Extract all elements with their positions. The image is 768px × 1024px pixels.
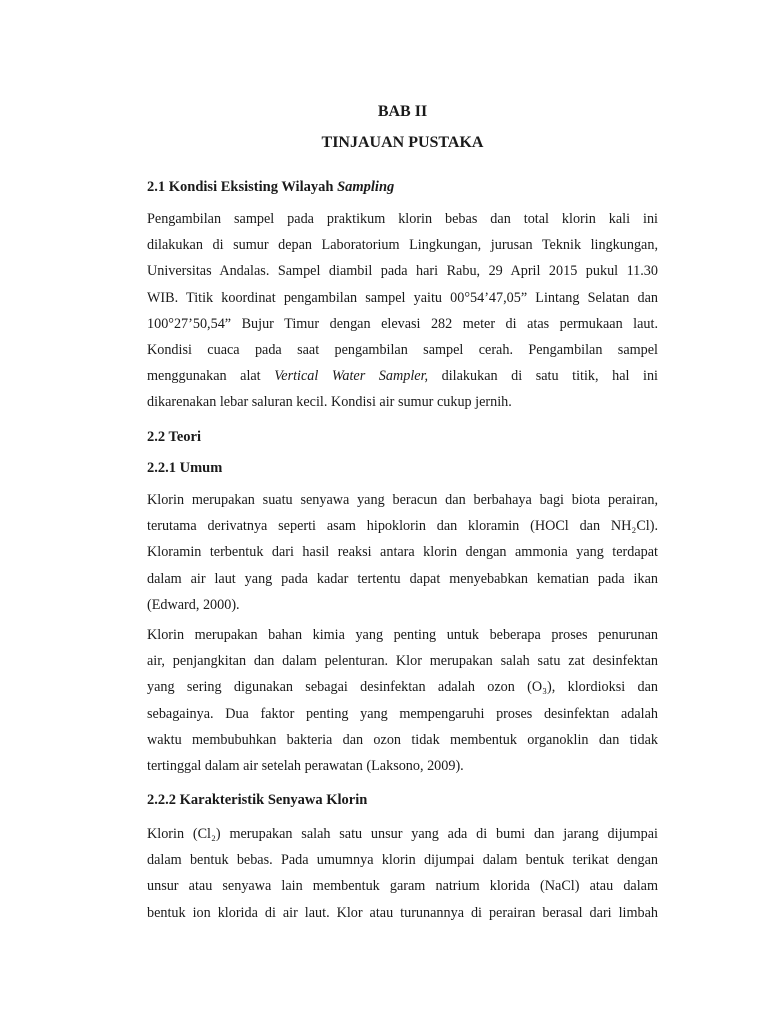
paragraph-line: dalam bentuk bebas. Pada umumnya klorin dijumpai dalam bentuk terikat dengan	[147, 852, 658, 869]
paragraph-line: waktu membubuhkan bakteria dan ozon tidak membentuk organoklin dan tidak	[147, 731, 658, 748]
section-2-2-1-paragraph-2	[147, 622, 658, 779]
paragraph-line: Klorin (Cl₂) merupakan salah satu unsur yang ada di bumi dan jarang dijumpai	[147, 826, 658, 842]
section-2-1-paragraph	[147, 206, 658, 416]
paragraph-line: tertinggal dalam air setelah perawatan (Laksono, 2009).	[147, 757, 464, 774]
paragraph-line: Klorin merupakan bahan kimia yang penting untuk beberapa proses penurunan	[147, 627, 658, 643]
paragraph-line: terutama derivatnya seperti asam hipoklorin dan kloramin (HOCl dan NH₂Cl).	[147, 518, 658, 535]
paragraph-line: (Edward, 2000).	[147, 596, 240, 613]
paragraph-line: Kloramin terbentuk dari hasil reaksi antara klorin dengan ammonia yang terdapat	[147, 544, 658, 561]
paragraph-line: dalam air laut yang pada kadar tertentu dapat menyebabkan kematian pada ikan	[147, 570, 658, 587]
paragraph-line: dikarenakan lebar saluran kecil. Kondisi air sumur cukup jernih.	[147, 394, 512, 411]
section-2-2-2-paragraph	[147, 821, 658, 926]
paragraph-line: Universitas Andalas. Sampel diambil pada hari Rabu, 29 April 2015 pukul 11.30	[147, 263, 658, 280]
paragraph-line	[147, 363, 658, 389]
chapter-number: BAB II	[377, 103, 428, 120]
paragraph-line: Kondisi cuaca pada saat pengambilan sampel cerah. Pengambilan sampel	[147, 341, 658, 358]
paragraph-line: Pengambilan sampel pada praktikum klorin bebas dan total klorin kali ini	[147, 211, 658, 227]
section-2-2-2-heading: 2.2.2 Karakteristik Senyawa Klorin	[147, 792, 368, 808]
section-2-2-1-paragraph-1	[147, 487, 658, 618]
section-2-1-heading-italic: Sampling	[337, 179, 395, 195]
section-2-2-heading: 2.2 Teori	[147, 429, 201, 445]
line-text: dilakukan di satu titik, hal ini	[428, 368, 658, 385]
section-2-2-1-heading: 2.2.1 Umum	[147, 460, 223, 476]
paragraph-line: 100°27’50,54” Bujur Timur dengan elevasi 282 meter di atas permukaan laut.	[147, 315, 658, 332]
paragraph-line: yang sering digunakan sebagai desinfektan adalah ozon (O₃), klordioksi dan	[147, 679, 658, 696]
section-2-1-heading	[147, 179, 394, 196]
paragraph-line: unsur atau senyawa lain membentuk garam natrium klorida (NaCl) atau dalam	[147, 878, 658, 895]
paragraph-line: WIB. Titik koordinat pengambilan sampel yaitu 00°54’47,05” Lintang Selatan dan	[147, 289, 658, 306]
paragraph-line: air, penjangkitan dan dalam pelenturan. Klor merupakan salah satu zat desinfektan	[147, 653, 658, 670]
section-2-1-heading-text: 2.1 Kondisi Eksisting Wilayah	[147, 179, 338, 195]
paragraph-line: Klorin merupakan suatu senyawa yang beracun dan berbahaya bagi biota perairan,	[147, 492, 658, 508]
paragraph-line: dilakukan di sumur depan Laboratorium Lingkungan, jurusan Teknik lingkungan,	[147, 237, 658, 254]
line-text: menggunakan alat	[147, 368, 275, 385]
paragraph-line: bentuk ion klorida di air laut. Klor atau turunannya di perairan berasal dari limbah	[147, 904, 658, 921]
line-italic-text: Vertical Water Sampler,	[274, 368, 429, 385]
chapter-title: TINJAUAN PUSTAKA	[321, 134, 484, 151]
paragraph-line: sebagainya. Dua faktor penting yang mempengaruhi proses desinfektan adalah	[147, 705, 658, 722]
